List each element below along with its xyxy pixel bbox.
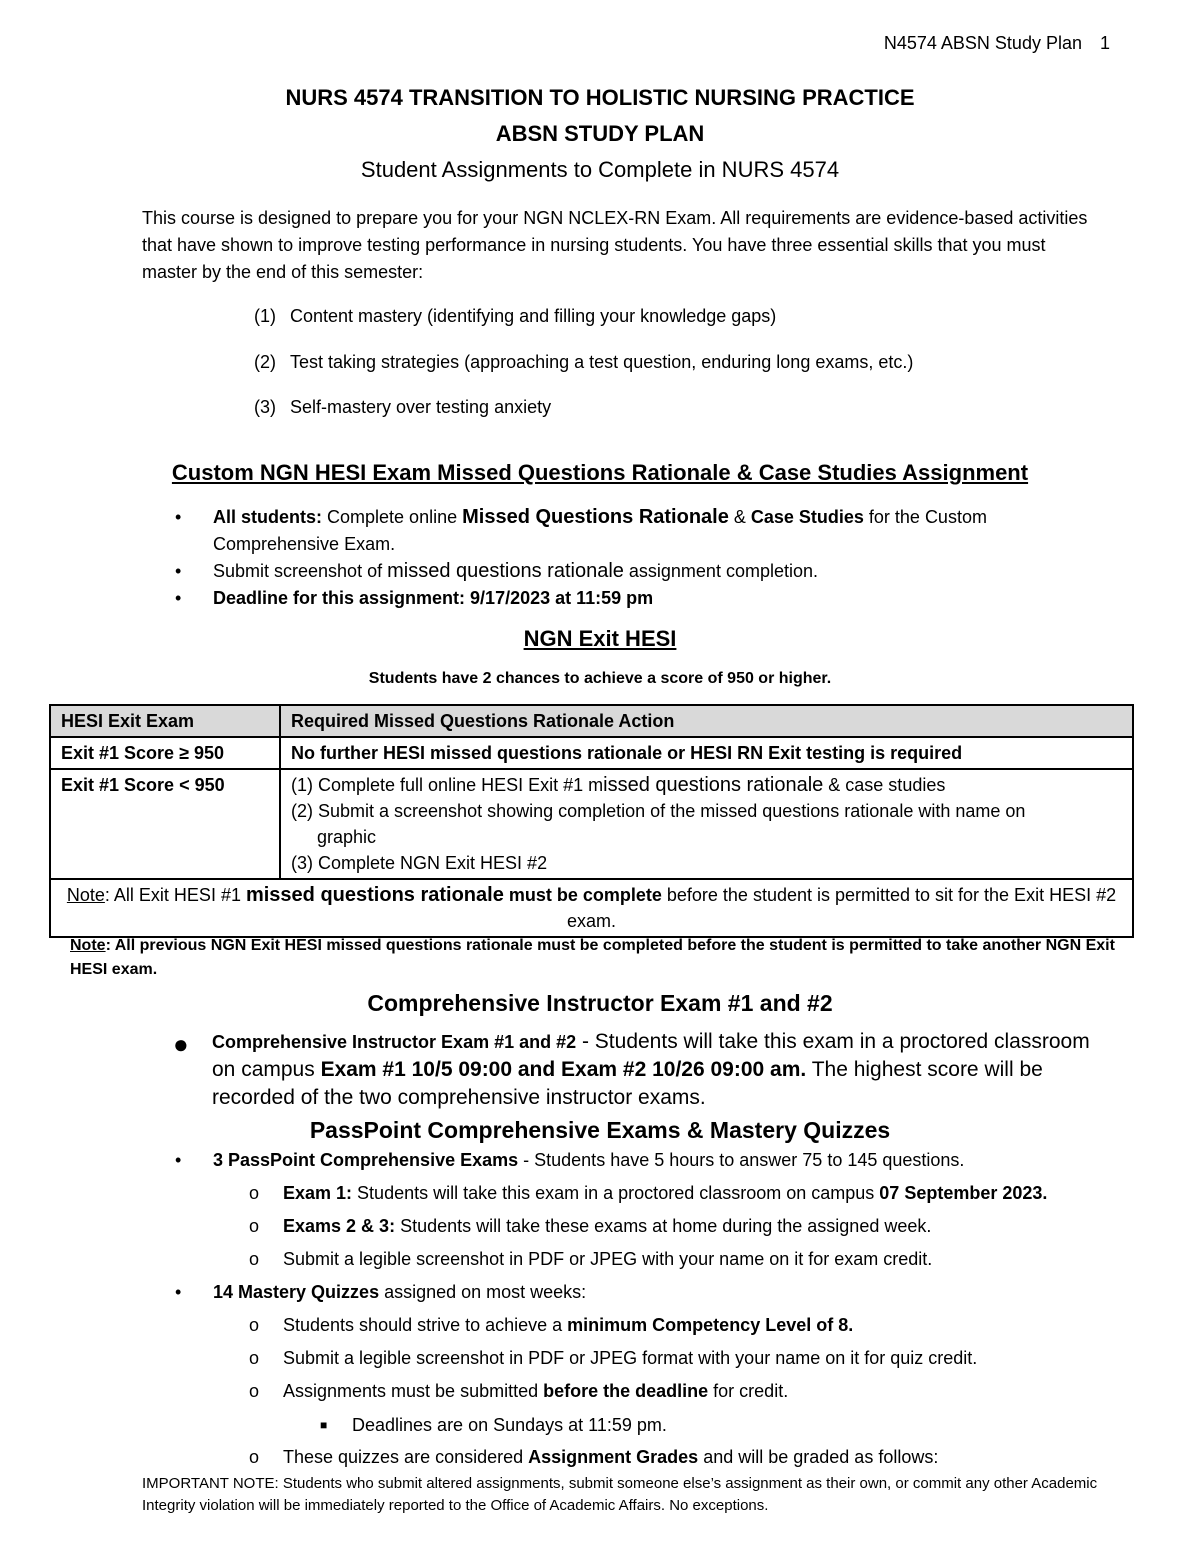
table-cell: Exit #1 Score ≥ 950: [50, 737, 280, 769]
exit-hesi-subheading: Students have 2 chances to achieve a score of 950 or higher.: [368, 670, 832, 687]
list-item: • Deadline for this assignment: 9/17/2023 at 11:59 pm: [175, 585, 1055, 612]
bullet-icon: •: [175, 561, 182, 581]
table-header-cell: Required Missed Questions Rationale Action: [280, 705, 1133, 737]
circle-bullet-icon: o: [249, 1216, 260, 1236]
instructor-exam-text: Comprehensive Instructor Exam #1 and #2 - Students will take this exam in a proctored classroom on campus Exam #1 10/5 09:00 and Exam #2 10/26 09:00 am. The highest score will be recorded of the two comprehensive instructor exams.: [212, 1030, 1090, 1109]
footer-note: IMPORTANT NOTE: Students who submit altered assignments, submit someone else’s assignment as their own, or commit any other Academic Integrity violation will be immediately reported to the Office of Academic Affairs. No exceptions.: [142, 1475, 1098, 1514]
sub-list-item: o Submit a legible screenshot in PDF or JPEG format with your name on it for quiz credit.: [283, 1345, 1143, 1371]
table-row: [50, 769, 1133, 879]
square-bullet-icon: ■: [320, 1418, 328, 1432]
passpoint-heading: PassPoint Comprehensive Exams & Mastery Quizzes: [309, 1117, 891, 1143]
exit-hesi-note: Note: All previous NGN Exit HESI missed questions rationale must be completed before the student is permitted to take another NGN Exit HESI exam.: [70, 937, 1115, 978]
circle-bullet-icon: o: [249, 1348, 260, 1368]
sub-list-item: o Students should strive to achieve a minimum Competency Level of 8.: [283, 1312, 1143, 1338]
table-header-cell: HESI Exit Exam: [50, 705, 280, 737]
list-item: • All students: Complete online Missed Questions Rationale & Case Studies for the Custom Comprehensive Exam.: [175, 506, 987, 554]
circle-bullet-icon: o: [249, 1447, 260, 1467]
table-cell: No further HESI missed questions rationale or HESI RN Exit testing is required: [280, 737, 1133, 769]
table-cell: (1) Complete full online HESI Exit #1 missed questions rationale & case studies (2) Submit a screenshot showing completion of the missed questions rationale with name on graphic (3) Complete NGN Exit HESI #2: [280, 769, 1133, 879]
skill-item: (2) Test taking strategies (approaching a test question, enduring long exams, etc.): [254, 352, 914, 372]
sub-list-item: o Submit a legible screenshot in PDF or JPEG with your name on it for exam credit.: [283, 1246, 1143, 1272]
bullet-icon: •: [175, 507, 182, 527]
sub-sub-list-item: ■ Deadlines are on Sundays at 11:59 pm.: [352, 1412, 1132, 1438]
intro-paragraph: This course is designed to prepare you for your NGN NCLEX-RN Exam. All requirements are evidence-based activities that have shown to improve testing performance in nursing students. You have three essential skills that you must master by the end of this semester:: [142, 208, 1088, 282]
sub-list-item: o Assignments must be submitted before the deadline for credit.: [283, 1378, 1143, 1404]
running-header: [884, 33, 1110, 54]
list-item: • 14 Mastery Quizzes assigned on most weeks:: [175, 1279, 1075, 1306]
list-item: • 3 PassPoint Comprehensive Exams - Students have 5 hours to answer 75 to 145 questions.: [175, 1147, 1075, 1174]
custom-hesi-heading: Custom NGN HESI Exam Missed Questions Rationale & Case Studies Assignment: [171, 460, 1029, 485]
table-note-row: [50, 879, 1133, 937]
sub-list-item: o Exam 1: Students will take this exam in a proctored classroom on campus 07 September 2023.: [283, 1180, 1143, 1206]
exit-hesi-heading: NGN Exit HESI: [523, 626, 677, 651]
circle-bullet-icon: o: [249, 1249, 260, 1269]
page-subtitle: Student Assignments to Complete in NURS 4574: [360, 157, 840, 182]
table-cell: Exit #1 Score < 950: [50, 769, 280, 879]
bullet-icon: •: [175, 588, 182, 608]
sub-list-item: o Exams 2 & 3: Students will take these exams at home during the assigned week.: [283, 1213, 1143, 1239]
bullet-icon: •: [175, 1150, 182, 1170]
mastery-list: [175, 1279, 1075, 1306]
bullet-icon: •: [175, 1282, 182, 1302]
instructor-exam-heading: Comprehensive Instructor Exam #1 and #2: [367, 990, 833, 1016]
skill-item: (1) Content mastery (identifying and filling your knowledge gaps): [254, 306, 777, 326]
hesi-exit-table: [49, 704, 1134, 938]
table-header-row: [50, 705, 1133, 737]
circle-bullet-icon: o: [249, 1315, 260, 1335]
bullet-icon: ●: [173, 1029, 189, 1059]
circle-bullet-icon: o: [249, 1381, 260, 1401]
passpoint-list: [175, 1147, 1075, 1174]
list-item: • Submit screenshot of missed questions rationale assignment completion.: [175, 558, 1055, 585]
plan-title: ABSN STUDY PLAN: [495, 121, 705, 146]
page-number: 1: [1099, 33, 1110, 53]
table-note-cell: Note: All Exit HESI #1 missed questions rationale must be complete before the student is permitted to sit for the Exit HESI #2 exam.: [50, 879, 1133, 937]
circle-bullet-icon: o: [249, 1183, 260, 1203]
custom-hesi-list: [175, 504, 1055, 612]
skill-item: (3) Self-mastery over testing anxiety: [254, 397, 552, 417]
course-title: NURS 4574 TRANSITION TO HOLISTIC NURSING PRACTICE: [285, 85, 915, 110]
table-row: [50, 737, 1133, 769]
sub-list-item: o These quizzes are considered Assignment Grades and will be graded as follows:: [283, 1444, 1143, 1470]
running-title: N4574 ABSN Study Plan: [883, 33, 1082, 53]
